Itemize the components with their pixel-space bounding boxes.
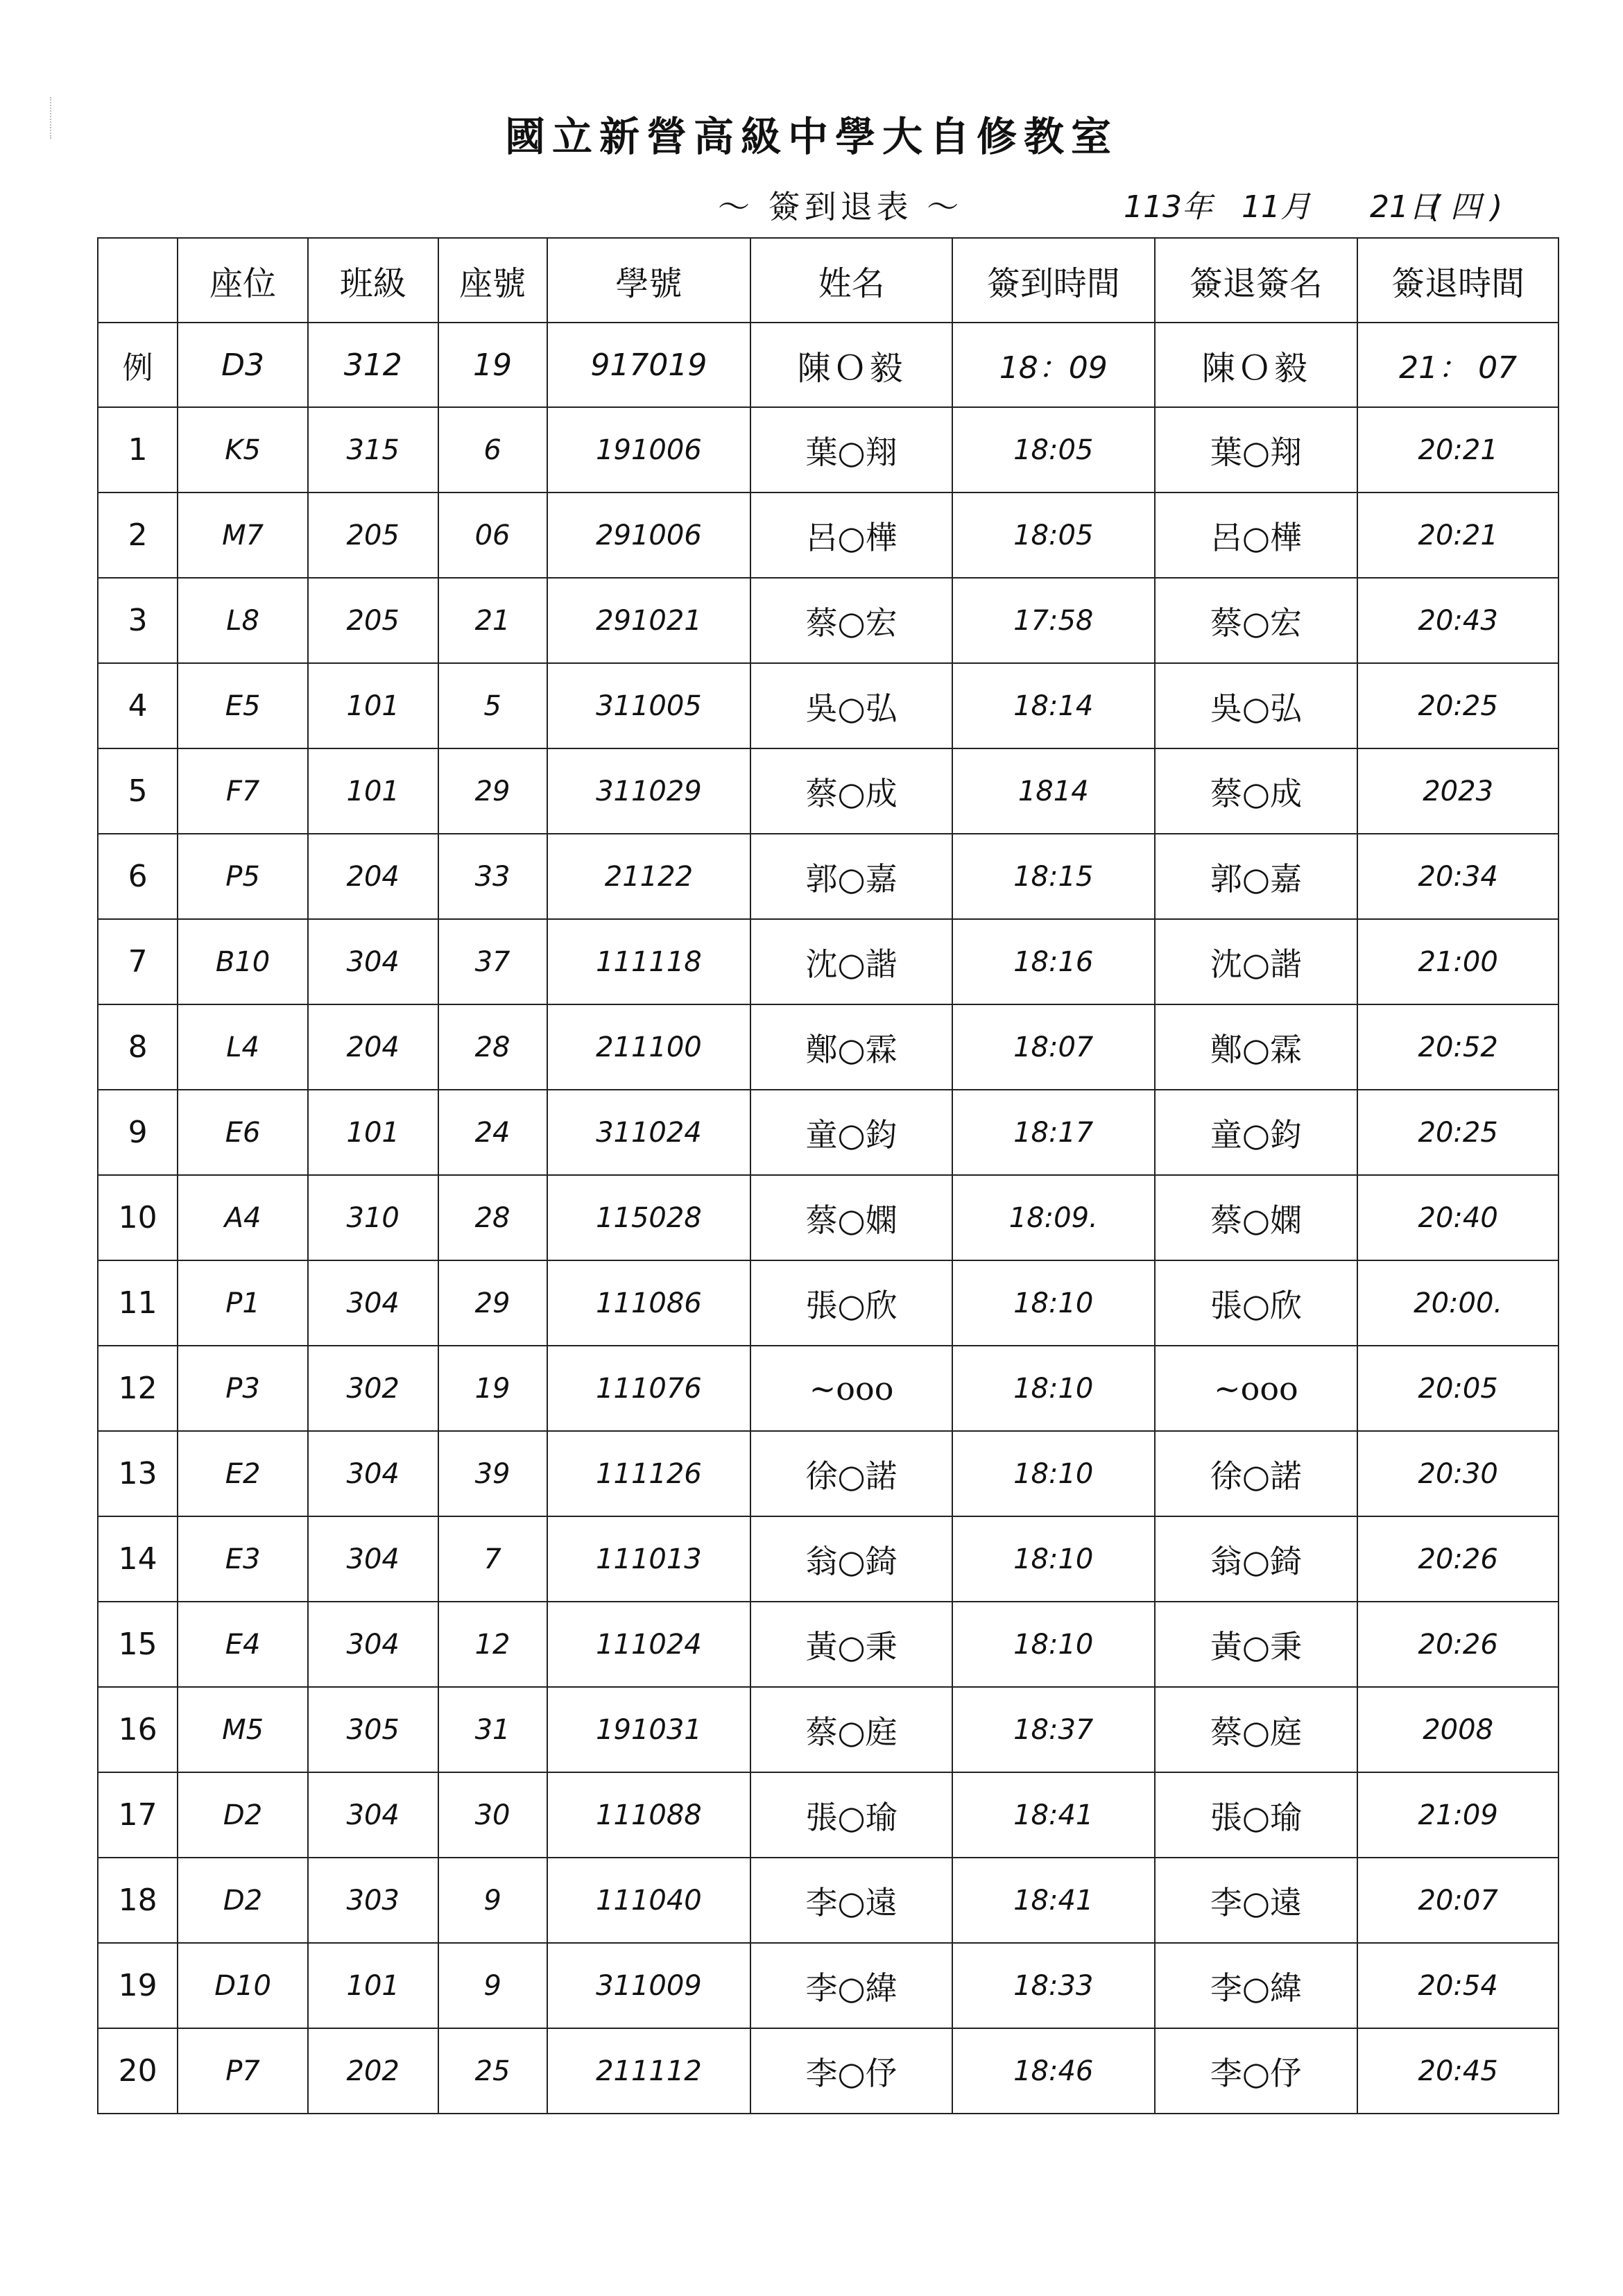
table-row xyxy=(98,663,1558,748)
seat-cell: L4 xyxy=(178,1004,308,1090)
seat-cell: F7 xyxy=(178,748,308,834)
seat-cell: K5 xyxy=(178,407,308,492)
page-title: 國立新營高級中學大自修教室 xyxy=(504,113,1118,160)
name-signature: 呂○樺 xyxy=(750,492,952,578)
col-header-number: 座號 xyxy=(438,238,547,323)
class-cell: 302 xyxy=(308,1346,438,1431)
sign-out-signature: 鄭○霖 xyxy=(1155,1004,1358,1090)
student-id-cell: 291021 xyxy=(547,578,751,663)
name-signature: 吳○弘 xyxy=(750,663,952,748)
sign-in-time-cell: 18:41 xyxy=(952,1772,1155,1858)
table-row xyxy=(98,1687,1558,1772)
row-index: 12 xyxy=(98,1346,178,1431)
sign-out-signature: 蔡○庭 xyxy=(1155,1687,1358,1772)
seat-cell: D2 xyxy=(178,1772,308,1858)
name-signature: 蔡○成 xyxy=(750,748,952,834)
student-id-cell: 311024 xyxy=(547,1090,751,1175)
seat-number-cell: 24 xyxy=(438,1090,547,1175)
row-index: 1 xyxy=(98,407,178,492)
seat-cell: B10 xyxy=(178,919,308,1004)
class-cell: 304 xyxy=(308,919,438,1004)
sign-out-signature: 葉○翔 xyxy=(1155,407,1358,492)
row-index: 16 xyxy=(98,1687,178,1772)
sign-out-signature: 沈○諧 xyxy=(1155,919,1358,1004)
example-label: 例 xyxy=(98,323,178,407)
seat-cell: L8 xyxy=(178,578,308,663)
date-weekday: ( 四 ) xyxy=(1429,189,1503,225)
name-signature: 徐○諾 xyxy=(750,1431,952,1516)
sign-out-time-cell: 20:45 xyxy=(1357,2028,1558,2114)
sign-out-time-cell: 21:09 xyxy=(1357,1772,1558,1858)
sign-in-time-cell: 18:37 xyxy=(952,1687,1155,1772)
student-id-cell: 111013 xyxy=(547,1516,751,1602)
table-row xyxy=(98,1516,1558,1602)
row-index: 10 xyxy=(98,1175,178,1260)
col-header-student-id: 學號 xyxy=(547,238,751,323)
sign-out-time-cell: 20:07 xyxy=(1357,1858,1558,1943)
sign-in-time-cell: 18:16 xyxy=(952,919,1155,1004)
date-year: 113年 xyxy=(1124,189,1212,225)
example-student-id: 917019 xyxy=(547,323,751,407)
seat-number-cell: 39 xyxy=(438,1431,547,1516)
seat-number-cell: 25 xyxy=(438,2028,547,2114)
sign-in-time-cell: 18:33 xyxy=(952,1943,1155,2028)
row-index: 14 xyxy=(98,1516,178,1602)
table-row xyxy=(98,492,1558,578)
seat-number-cell: 30 xyxy=(438,1772,547,1858)
sign-in-table xyxy=(97,237,1559,2114)
table-row xyxy=(98,1260,1558,1346)
class-cell: 315 xyxy=(308,407,438,492)
sign-in-time-cell: 18:10 xyxy=(952,1346,1155,1431)
student-id-cell: 111086 xyxy=(547,1260,751,1346)
seat-cell: E3 xyxy=(178,1516,308,1602)
name-signature: 張○欣 xyxy=(750,1260,952,1346)
seat-cell: D2 xyxy=(178,1858,308,1943)
seat-number-cell: 31 xyxy=(438,1687,547,1772)
sign-out-time-cell: 20:21 xyxy=(1357,407,1558,492)
sign-out-signature: 童○鈞 xyxy=(1155,1090,1358,1175)
sign-in-time-cell: 1814 xyxy=(952,748,1155,834)
table-row xyxy=(98,1943,1558,2028)
sign-in-time-cell: 18:14 xyxy=(952,663,1155,748)
sign-out-time-cell: 20:26 xyxy=(1357,1602,1558,1687)
table-row xyxy=(98,1431,1558,1516)
row-index: 17 xyxy=(98,1772,178,1858)
date-day: 21日 xyxy=(1370,189,1439,225)
class-cell: 204 xyxy=(308,834,438,919)
seat-cell: P7 xyxy=(178,2028,308,2114)
col-header-sign-out-name: 簽退簽名 xyxy=(1155,238,1358,323)
sign-in-time-cell: 18:10 xyxy=(952,1602,1155,1687)
seat-cell: D10 xyxy=(178,1943,308,2028)
class-cell: 305 xyxy=(308,1687,438,1772)
example-number: 19 xyxy=(438,323,547,407)
class-cell: 304 xyxy=(308,1431,438,1516)
example-sign-out-time: 21： 07 xyxy=(1357,323,1558,407)
table-row xyxy=(98,1175,1558,1260)
class-cell: 101 xyxy=(308,748,438,834)
row-index: 4 xyxy=(98,663,178,748)
table-row xyxy=(98,1858,1558,1943)
row-index: 5 xyxy=(98,748,178,834)
table-row xyxy=(98,1772,1558,1858)
table-row xyxy=(98,407,1558,492)
seat-number-cell: 28 xyxy=(438,1175,547,1260)
sign-out-signature: 蔡○宏 xyxy=(1155,578,1358,663)
sign-out-signature: 徐○諾 xyxy=(1155,1431,1358,1516)
row-index: 8 xyxy=(98,1004,178,1090)
name-signature: 沈○諧 xyxy=(750,919,952,1004)
table-row xyxy=(98,1004,1558,1090)
row-index: 3 xyxy=(98,578,178,663)
row-index: 6 xyxy=(98,834,178,919)
sign-in-time-cell: 18:09. xyxy=(952,1175,1155,1260)
class-cell: 202 xyxy=(308,2028,438,2114)
seat-cell: P3 xyxy=(178,1346,308,1431)
row-index: 7 xyxy=(98,919,178,1004)
sign-out-signature: 黃○秉 xyxy=(1155,1602,1358,1687)
row-index: 19 xyxy=(98,1943,178,2028)
student-id-cell: 211100 xyxy=(547,1004,751,1090)
sign-out-signature: 呂○樺 xyxy=(1155,492,1358,578)
sign-in-time-cell: 18:15 xyxy=(952,834,1155,919)
sign-in-time-cell: 18:05 xyxy=(952,407,1155,492)
student-id-cell: 111024 xyxy=(547,1602,751,1687)
name-signature: 李○緯 xyxy=(750,1943,952,2028)
student-id-cell: 111118 xyxy=(547,919,751,1004)
class-cell: 101 xyxy=(308,1090,438,1175)
sign-out-signature: 張○瑜 xyxy=(1155,1772,1358,1858)
seat-number-cell: 29 xyxy=(438,1260,547,1346)
seat-number-cell: 12 xyxy=(438,1602,547,1687)
student-id-cell: 311005 xyxy=(547,663,751,748)
name-signature: 蔡○嫻 xyxy=(750,1175,952,1260)
name-signature: 黃○秉 xyxy=(750,1602,952,1687)
col-header-sign-out-time: 簽退時間 xyxy=(1357,238,1558,323)
name-signature: 蔡○宏 xyxy=(750,578,952,663)
class-cell: 310 xyxy=(308,1175,438,1260)
example-class: 312 xyxy=(308,323,438,407)
seat-number-cell: 06 xyxy=(438,492,547,578)
sign-in-time-cell: 18:17 xyxy=(952,1090,1155,1175)
sign-out-time-cell: 20:52 xyxy=(1357,1004,1558,1090)
page-subtitle: ～ 簽到退表 ～ xyxy=(718,188,963,225)
date-month: 11月 xyxy=(1242,189,1311,225)
table-row xyxy=(98,1346,1558,1431)
name-signature: 李○遠 xyxy=(750,1858,952,1943)
sign-out-time-cell: 20:43 xyxy=(1357,578,1558,663)
sign-out-signature: ~ooo xyxy=(1155,1346,1358,1431)
seat-number-cell: 33 xyxy=(438,834,547,919)
sign-in-time-cell: 18:10 xyxy=(952,1431,1155,1516)
seat-cell: A4 xyxy=(178,1175,308,1260)
sign-out-signature: 李○伃 xyxy=(1155,2028,1358,2114)
sign-out-time-cell: 20:25 xyxy=(1357,1090,1558,1175)
name-signature: 童○鈞 xyxy=(750,1090,952,1175)
row-index: 2 xyxy=(98,492,178,578)
seat-cell: E4 xyxy=(178,1602,308,1687)
seat-cell: P1 xyxy=(178,1260,308,1346)
table-row xyxy=(98,1090,1558,1175)
class-cell: 304 xyxy=(308,1602,438,1687)
class-cell: 304 xyxy=(308,1260,438,1346)
row-index: 13 xyxy=(98,1431,178,1516)
sign-out-signature: 蔡○成 xyxy=(1155,748,1358,834)
student-id-cell: 211112 xyxy=(547,2028,751,2114)
col-header-name: 姓名 xyxy=(750,238,952,323)
seat-number-cell: 29 xyxy=(438,748,547,834)
sign-out-time-cell: 20:00. xyxy=(1357,1260,1558,1346)
name-signature: 張○瑜 xyxy=(750,1772,952,1858)
seat-number-cell: 9 xyxy=(438,1943,547,2028)
header-row xyxy=(98,238,1558,323)
student-id-cell: 191006 xyxy=(547,407,751,492)
seat-cell: E2 xyxy=(178,1431,308,1516)
sign-out-time-cell: 20:40 xyxy=(1357,1175,1558,1260)
sign-in-time-cell: 17:58 xyxy=(952,578,1155,663)
class-cell: 304 xyxy=(308,1772,438,1858)
name-signature: 郭○嘉 xyxy=(750,834,952,919)
sign-in-time-cell: 18:10 xyxy=(952,1260,1155,1346)
sign-in-time-cell: 18:46 xyxy=(952,2028,1155,2114)
example-row xyxy=(98,323,1558,407)
class-cell: 204 xyxy=(308,1004,438,1090)
sign-out-time-cell: 20:26 xyxy=(1357,1516,1558,1602)
seat-cell: P5 xyxy=(178,834,308,919)
name-signature: 翁○錡 xyxy=(750,1516,952,1602)
class-cell: 101 xyxy=(308,1943,438,2028)
seat-cell: M7 xyxy=(178,492,308,578)
col-header-seat: 座位 xyxy=(178,238,308,323)
name-signature: 蔡○庭 xyxy=(750,1687,952,1772)
sign-in-time-cell: 18:41 xyxy=(952,1858,1155,1943)
name-signature: 葉○翔 xyxy=(750,407,952,492)
student-id-cell: 111076 xyxy=(547,1346,751,1431)
seat-cell: E5 xyxy=(178,663,308,748)
class-cell: 303 xyxy=(308,1858,438,1943)
seat-number-cell: 37 xyxy=(438,919,547,1004)
row-index: 18 xyxy=(98,1858,178,1943)
example-name: 陳Ｏ毅 xyxy=(750,323,952,407)
table-row xyxy=(98,834,1558,919)
name-signature: 鄭○霖 xyxy=(750,1004,952,1090)
col-header-sign-in-time: 簽到時間 xyxy=(952,238,1155,323)
seat-number-cell: 19 xyxy=(438,1346,547,1431)
example-sign-out-name: 陳Ｏ毅 xyxy=(1155,323,1358,407)
sign-out-signature: 蔡○嫻 xyxy=(1155,1175,1358,1260)
sign-in-time-cell: 18:05 xyxy=(952,492,1155,578)
sign-out-time-cell: 20:25 xyxy=(1357,663,1558,748)
student-id-cell: 111088 xyxy=(547,1772,751,1858)
sign-out-time-cell: 2008 xyxy=(1357,1687,1558,1772)
seat-number-cell: 5 xyxy=(438,663,547,748)
name-signature: 李○伃 xyxy=(750,2028,952,2114)
col-header-index xyxy=(98,238,178,323)
col-header-class: 班級 xyxy=(308,238,438,323)
seat-number-cell: 9 xyxy=(438,1858,547,1943)
seat-number-cell: 21 xyxy=(438,578,547,663)
student-id-cell: 191031 xyxy=(547,1687,751,1772)
sign-out-signature: 李○緯 xyxy=(1155,1943,1358,2028)
sign-in-time-cell: 18:10 xyxy=(952,1516,1155,1602)
seat-cell: M5 xyxy=(178,1687,308,1772)
sign-out-signature: 郭○嘉 xyxy=(1155,834,1358,919)
table-row xyxy=(98,2028,1558,2114)
sign-in-time-cell: 18:07 xyxy=(952,1004,1155,1090)
row-index: 11 xyxy=(98,1260,178,1346)
name-signature: ~ooo xyxy=(750,1346,952,1431)
sign-out-time-cell: 20:34 xyxy=(1357,834,1558,919)
class-cell: 304 xyxy=(308,1516,438,1602)
seat-number-cell: 28 xyxy=(438,1004,547,1090)
row-index: 9 xyxy=(98,1090,178,1175)
sign-out-time-cell: 20:54 xyxy=(1357,1943,1558,2028)
sign-out-time-cell: 20:21 xyxy=(1357,492,1558,578)
row-index: 20 xyxy=(98,2028,178,2114)
row-index: 15 xyxy=(98,1602,178,1687)
sign-out-time-cell: 20:30 xyxy=(1357,1431,1558,1516)
class-cell: 101 xyxy=(308,663,438,748)
sign-out-signature: 張○欣 xyxy=(1155,1260,1358,1346)
example-sign-in-time: 18：09 xyxy=(952,323,1155,407)
student-id-cell: 111126 xyxy=(547,1431,751,1516)
seat-cell: E6 xyxy=(178,1090,308,1175)
sign-out-signature: 吳○弘 xyxy=(1155,663,1358,748)
sign-out-time-cell: 2023 xyxy=(1357,748,1558,834)
sign-out-signature: 李○遠 xyxy=(1155,1858,1358,1943)
table-row xyxy=(98,919,1558,1004)
student-id-cell: 115028 xyxy=(547,1175,751,1260)
sign-out-time-cell: 20:05 xyxy=(1357,1346,1558,1431)
seat-number-cell: 6 xyxy=(438,407,547,492)
student-id-cell: 21122 xyxy=(547,834,751,919)
class-cell: 205 xyxy=(308,492,438,578)
student-id-cell: 291006 xyxy=(547,492,751,578)
seat-number-cell: 7 xyxy=(438,1516,547,1602)
example-seat: D3 xyxy=(178,323,308,407)
sign-out-time-cell: 21:00 xyxy=(1357,919,1558,1004)
student-id-cell: 311009 xyxy=(547,1943,751,2028)
table-row xyxy=(98,578,1558,663)
student-id-cell: 111040 xyxy=(547,1858,751,1943)
sign-out-signature: 翁○錡 xyxy=(1155,1516,1358,1602)
class-cell: 205 xyxy=(308,578,438,663)
student-id-cell: 311029 xyxy=(547,748,751,834)
table-row xyxy=(98,1602,1558,1687)
table-row xyxy=(98,748,1558,834)
